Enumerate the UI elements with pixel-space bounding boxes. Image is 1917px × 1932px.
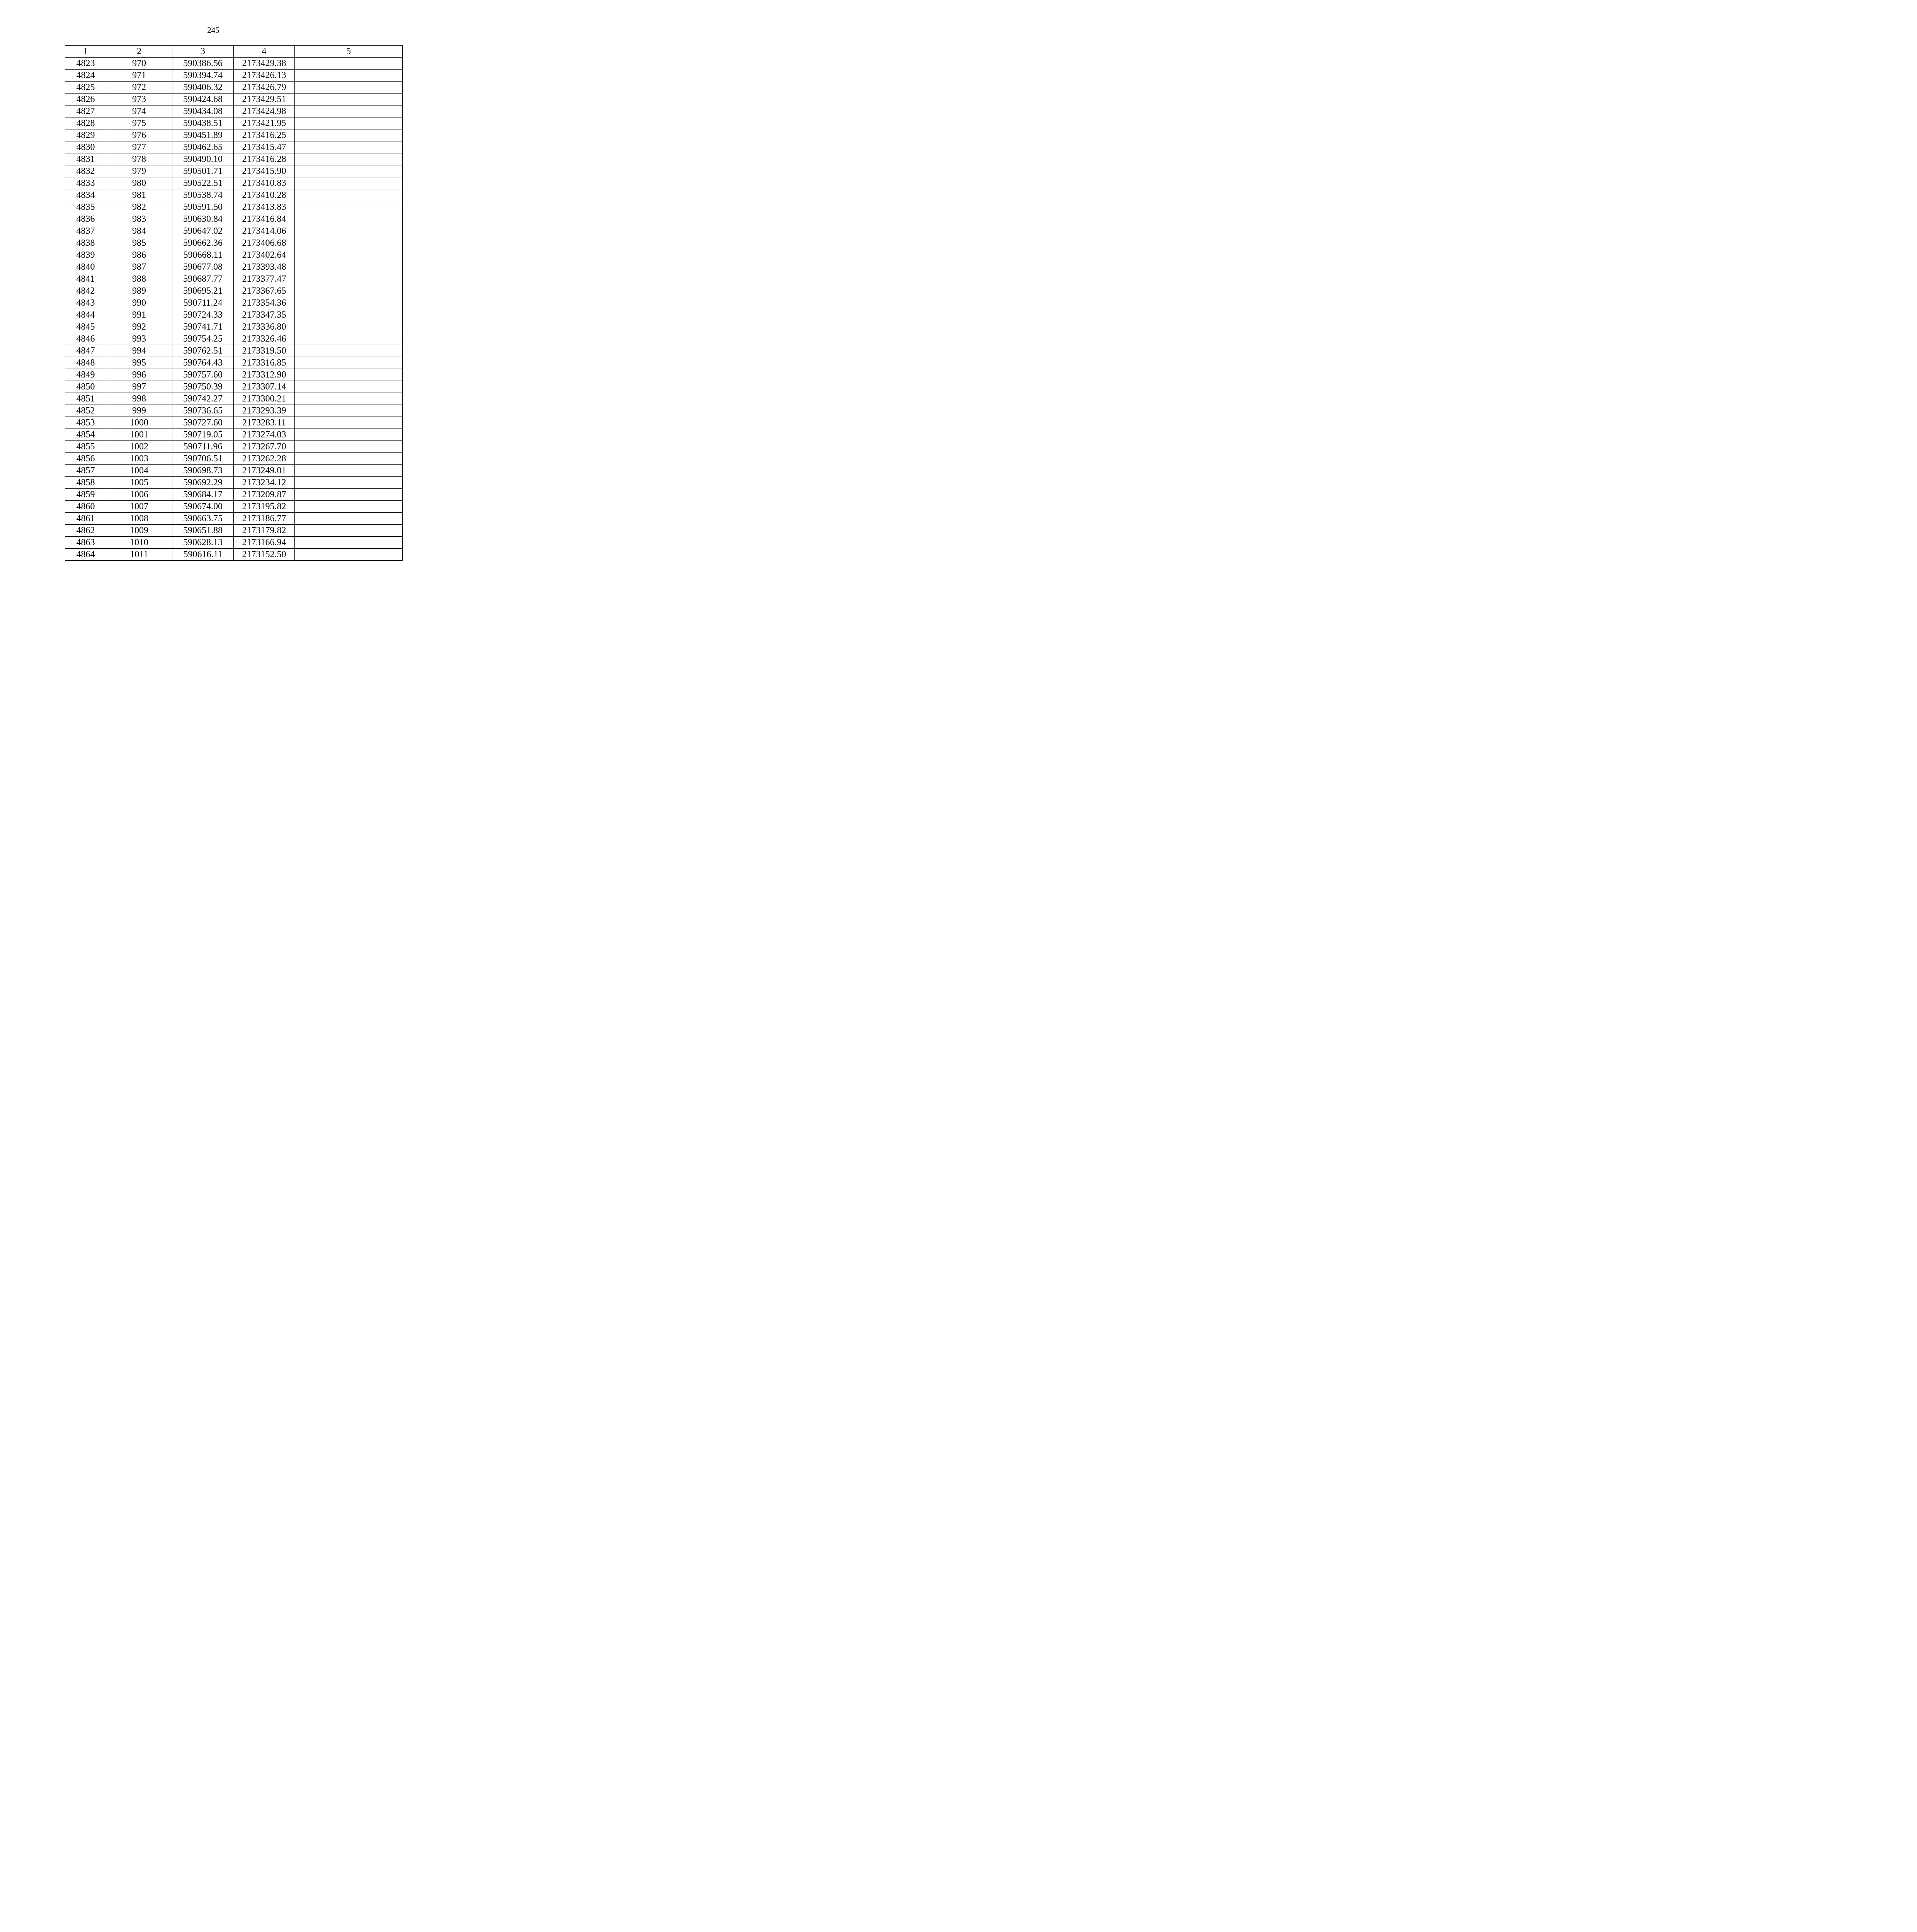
table-cell — [295, 297, 403, 309]
table-cell: 2173393.48 — [234, 261, 295, 273]
table-cell: 989 — [106, 285, 172, 297]
table-cell: 4852 — [65, 405, 106, 417]
table-cell: 2173283.11 — [234, 417, 295, 429]
table-cell: 590692.29 — [172, 477, 234, 489]
table-cell: 590727.60 — [172, 417, 234, 429]
table-cell: 1003 — [106, 453, 172, 465]
table-cell — [295, 393, 403, 405]
table-cell: 995 — [106, 357, 172, 369]
table-cell: 981 — [106, 189, 172, 201]
table-cell — [295, 369, 403, 381]
table-cell: 973 — [106, 94, 172, 105]
table-cell: 2173410.28 — [234, 189, 295, 201]
table-cell: 4830 — [65, 141, 106, 153]
table-row — [65, 525, 403, 537]
table-row — [65, 82, 403, 94]
table-cell: 4857 — [65, 465, 106, 477]
table-cell: 1009 — [106, 525, 172, 537]
table-cell: 2173416.84 — [234, 213, 295, 225]
table-cell: 2173274.03 — [234, 429, 295, 441]
table-cell: 2173195.82 — [234, 501, 295, 513]
table-cell: 590668.11 — [172, 249, 234, 261]
table-cell — [295, 417, 403, 429]
table-cell: 2173300.21 — [234, 393, 295, 405]
table-row — [65, 477, 403, 489]
table-row — [65, 393, 403, 405]
table-cell: 975 — [106, 117, 172, 129]
table-cell: 1010 — [106, 537, 172, 549]
table-row — [65, 249, 403, 261]
table-cell — [295, 501, 403, 513]
table-cell: 2173152.50 — [234, 549, 295, 561]
table-cell — [295, 321, 403, 333]
table-cell: 590741.71 — [172, 321, 234, 333]
table-cell: 2173312.90 — [234, 369, 295, 381]
table-row — [65, 129, 403, 141]
table-cell — [295, 249, 403, 261]
table-cell: 590757.60 — [172, 369, 234, 381]
table-cell: 4848 — [65, 357, 106, 369]
table-body — [65, 58, 403, 561]
table-cell — [295, 105, 403, 117]
table-cell: 2173406.68 — [234, 237, 295, 249]
table-cell: 590651.88 — [172, 525, 234, 537]
table-cell: 4831 — [65, 153, 106, 165]
table-cell: 4862 — [65, 525, 106, 537]
table-cell — [295, 70, 403, 82]
table-cell: 971 — [106, 70, 172, 82]
table-cell: 4825 — [65, 82, 106, 94]
table-cell: 590490.10 — [172, 153, 234, 165]
table-row — [65, 441, 403, 453]
table-cell: 1001 — [106, 429, 172, 441]
table-cell: 986 — [106, 249, 172, 261]
table-cell — [295, 201, 403, 213]
table-cell: 984 — [106, 225, 172, 237]
table-cell: 2173234.12 — [234, 477, 295, 489]
table-cell: 2173293.39 — [234, 405, 295, 417]
table-row — [65, 297, 403, 309]
table-cell: 590662.36 — [172, 237, 234, 249]
table-cell: 4829 — [65, 129, 106, 141]
table-cell: 590724.33 — [172, 309, 234, 321]
page-number: 245 — [207, 26, 219, 35]
table-cell: 1005 — [106, 477, 172, 489]
table-cell: 590647.02 — [172, 225, 234, 237]
table-cell: 590462.65 — [172, 141, 234, 153]
table-cell: 2173209.87 — [234, 489, 295, 501]
table-cell: 2173354.36 — [234, 297, 295, 309]
table-row — [65, 417, 403, 429]
table-cell — [295, 129, 403, 141]
table-cell: 2173416.28 — [234, 153, 295, 165]
table-cell — [295, 333, 403, 345]
table-row — [65, 405, 403, 417]
coordinates-table — [65, 45, 403, 561]
table-cell: 993 — [106, 333, 172, 345]
table-cell: 2173410.83 — [234, 177, 295, 189]
table-cell: 590394.74 — [172, 70, 234, 82]
table-cell: 983 — [106, 213, 172, 225]
column-header: 1 — [65, 46, 106, 58]
table-cell: 997 — [106, 381, 172, 393]
table-cell: 590674.00 — [172, 501, 234, 513]
table-cell: 987 — [106, 261, 172, 273]
table-row — [65, 333, 403, 345]
table-cell: 4832 — [65, 165, 106, 177]
table-cell: 2173429.38 — [234, 58, 295, 70]
table-row — [65, 309, 403, 321]
table-cell — [295, 58, 403, 70]
table-cell: 590522.51 — [172, 177, 234, 189]
table-row — [65, 153, 403, 165]
table-row — [65, 501, 403, 513]
table-row — [65, 321, 403, 333]
table-cell — [295, 357, 403, 369]
table-cell: 4859 — [65, 489, 106, 501]
table-cell: 1004 — [106, 465, 172, 477]
table-cell: 590698.73 — [172, 465, 234, 477]
table-cell: 590750.39 — [172, 381, 234, 393]
table-row — [65, 141, 403, 153]
table-cell: 4854 — [65, 429, 106, 441]
table-cell: 590754.25 — [172, 333, 234, 345]
table-cell: 4861 — [65, 513, 106, 525]
table-cell — [295, 82, 403, 94]
table-cell: 2173249.01 — [234, 465, 295, 477]
table-cell: 4823 — [65, 58, 106, 70]
table-cell: 985 — [106, 237, 172, 249]
table-cell: 2173186.77 — [234, 513, 295, 525]
table-cell: 4835 — [65, 201, 106, 213]
header-row — [65, 46, 403, 58]
table-cell: 4834 — [65, 189, 106, 201]
table-cell: 991 — [106, 309, 172, 321]
table-cell: 2173179.82 — [234, 525, 295, 537]
table-row — [65, 165, 403, 177]
table-cell: 982 — [106, 201, 172, 213]
table-cell: 994 — [106, 345, 172, 357]
table-cell: 977 — [106, 141, 172, 153]
table-row — [65, 213, 403, 225]
table-cell — [295, 177, 403, 189]
table-cell: 4827 — [65, 105, 106, 117]
table-cell: 4841 — [65, 273, 106, 285]
table-cell: 590764.43 — [172, 357, 234, 369]
table-row — [65, 381, 403, 393]
table-cell — [295, 513, 403, 525]
table-row — [65, 465, 403, 477]
table-cell: 4837 — [65, 225, 106, 237]
table-cell: 2173326.46 — [234, 333, 295, 345]
table-header — [65, 46, 403, 58]
table-cell: 4864 — [65, 549, 106, 561]
table-cell: 590386.56 — [172, 58, 234, 70]
table-cell: 972 — [106, 82, 172, 94]
table-cell: 4840 — [65, 261, 106, 273]
table-cell: 4853 — [65, 417, 106, 429]
table-cell: 4826 — [65, 94, 106, 105]
table-cell — [295, 189, 403, 201]
table-cell: 4847 — [65, 345, 106, 357]
table-row — [65, 513, 403, 525]
table-cell — [295, 213, 403, 225]
table-cell: 590663.75 — [172, 513, 234, 525]
table-cell: 590434.08 — [172, 105, 234, 117]
table-cell: 1006 — [106, 489, 172, 501]
table-cell: 978 — [106, 153, 172, 165]
table-cell: 2173413.83 — [234, 201, 295, 213]
table-cell — [295, 117, 403, 129]
table-cell: 4846 — [65, 333, 106, 345]
table-cell: 2173377.47 — [234, 273, 295, 285]
table-cell: 590438.51 — [172, 117, 234, 129]
table-cell: 4838 — [65, 237, 106, 249]
table-row — [65, 201, 403, 213]
table-cell: 4851 — [65, 393, 106, 405]
table-cell — [295, 429, 403, 441]
table-row — [65, 345, 403, 357]
table-cell: 979 — [106, 165, 172, 177]
table-cell: 4858 — [65, 477, 106, 489]
table-cell: 1008 — [106, 513, 172, 525]
table-cell — [295, 237, 403, 249]
table-cell: 590630.84 — [172, 213, 234, 225]
table-cell: 998 — [106, 393, 172, 405]
table-cell — [295, 441, 403, 453]
table-row — [65, 261, 403, 273]
table-row — [65, 70, 403, 82]
table-row — [65, 189, 403, 201]
table-cell: 976 — [106, 129, 172, 141]
table-cell: 2173307.14 — [234, 381, 295, 393]
table-cell: 4836 — [65, 213, 106, 225]
table-row — [65, 117, 403, 129]
table-row — [65, 489, 403, 501]
column-header: 4 — [234, 46, 295, 58]
table-cell: 4855 — [65, 441, 106, 453]
table-cell: 2173336.80 — [234, 321, 295, 333]
table-cell: 2173402.64 — [234, 249, 295, 261]
table-cell — [295, 477, 403, 489]
table-cell: 4824 — [65, 70, 106, 82]
table-cell: 2173415.47 — [234, 141, 295, 153]
table-cell: 2173414.06 — [234, 225, 295, 237]
table-cell: 2173166.94 — [234, 537, 295, 549]
table-cell — [295, 165, 403, 177]
table-cell — [295, 537, 403, 549]
table-cell: 999 — [106, 405, 172, 417]
table-cell: 2173421.95 — [234, 117, 295, 129]
table-cell: 590684.17 — [172, 489, 234, 501]
table-cell: 4850 — [65, 381, 106, 393]
table-cell: 2173316.85 — [234, 357, 295, 369]
table-cell — [295, 489, 403, 501]
table-cell: 590616.11 — [172, 549, 234, 561]
table-cell: 2173429.51 — [234, 94, 295, 105]
table-cell: 2173262.28 — [234, 453, 295, 465]
table-cell: 590711.24 — [172, 297, 234, 309]
table-cell: 590762.51 — [172, 345, 234, 357]
table-cell: 590406.32 — [172, 82, 234, 94]
table-cell: 4833 — [65, 177, 106, 189]
table-cell: 4839 — [65, 249, 106, 261]
table-cell — [295, 273, 403, 285]
table-cell: 4856 — [65, 453, 106, 465]
table-cell: 590538.74 — [172, 189, 234, 201]
table-cell: 2173424.98 — [234, 105, 295, 117]
table-row — [65, 369, 403, 381]
table-cell: 590742.27 — [172, 393, 234, 405]
table-cell: 990 — [106, 297, 172, 309]
table-cell: 590711.96 — [172, 441, 234, 453]
table-cell: 996 — [106, 369, 172, 381]
table-cell: 988 — [106, 273, 172, 285]
table-cell: 590424.68 — [172, 94, 234, 105]
table-row — [65, 273, 403, 285]
table-row — [65, 537, 403, 549]
table-row — [65, 453, 403, 465]
table-row — [65, 549, 403, 561]
table-cell: 2173426.79 — [234, 82, 295, 94]
table-cell — [295, 453, 403, 465]
table-cell: 2173367.65 — [234, 285, 295, 297]
table-cell: 590628.13 — [172, 537, 234, 549]
table-cell: 4844 — [65, 309, 106, 321]
table-cell: 4843 — [65, 297, 106, 309]
column-header: 3 — [172, 46, 234, 58]
table-cell: 4828 — [65, 117, 106, 129]
table-cell — [295, 381, 403, 393]
table-row — [65, 94, 403, 105]
table-row — [65, 225, 403, 237]
table-cell — [295, 465, 403, 477]
table-cell: 4842 — [65, 285, 106, 297]
table-row — [65, 177, 403, 189]
table-cell — [295, 405, 403, 417]
table-cell — [295, 549, 403, 561]
table-row — [65, 285, 403, 297]
table-cell: 2173347.35 — [234, 309, 295, 321]
table-cell: 2173319.50 — [234, 345, 295, 357]
table-cell: 1002 — [106, 441, 172, 453]
table-cell: 590591.50 — [172, 201, 234, 213]
table-cell: 4845 — [65, 321, 106, 333]
table-cell: 1000 — [106, 417, 172, 429]
table-cell: 4863 — [65, 537, 106, 549]
table-row — [65, 58, 403, 70]
table-cell: 2173415.90 — [234, 165, 295, 177]
table-cell: 2173426.13 — [234, 70, 295, 82]
table-cell: 590677.08 — [172, 261, 234, 273]
table-cell — [295, 225, 403, 237]
table-cell: 1011 — [106, 549, 172, 561]
table-cell: 590451.89 — [172, 129, 234, 141]
column-header: 2 — [106, 46, 172, 58]
column-header: 5 — [295, 46, 403, 58]
table-cell: 1007 — [106, 501, 172, 513]
table-cell: 590687.77 — [172, 273, 234, 285]
table-cell — [295, 285, 403, 297]
table-cell: 980 — [106, 177, 172, 189]
table-cell — [295, 309, 403, 321]
table-row — [65, 105, 403, 117]
table-cell — [295, 141, 403, 153]
table-cell: 970 — [106, 58, 172, 70]
table-cell: 992 — [106, 321, 172, 333]
table-cell: 590695.21 — [172, 285, 234, 297]
table-cell: 2173416.25 — [234, 129, 295, 141]
table-row — [65, 429, 403, 441]
table-cell — [295, 94, 403, 105]
table-cell — [295, 525, 403, 537]
table-cell: 590706.51 — [172, 453, 234, 465]
table-cell — [295, 345, 403, 357]
table-row — [65, 237, 403, 249]
table-row — [65, 357, 403, 369]
table-cell — [295, 261, 403, 273]
table-cell: 2173267.70 — [234, 441, 295, 453]
table-cell — [295, 153, 403, 165]
table-cell: 4849 — [65, 369, 106, 381]
table-cell: 974 — [106, 105, 172, 117]
table-cell: 590501.71 — [172, 165, 234, 177]
table-cell: 4860 — [65, 501, 106, 513]
table-cell: 590719.05 — [172, 429, 234, 441]
table-cell: 590736.65 — [172, 405, 234, 417]
